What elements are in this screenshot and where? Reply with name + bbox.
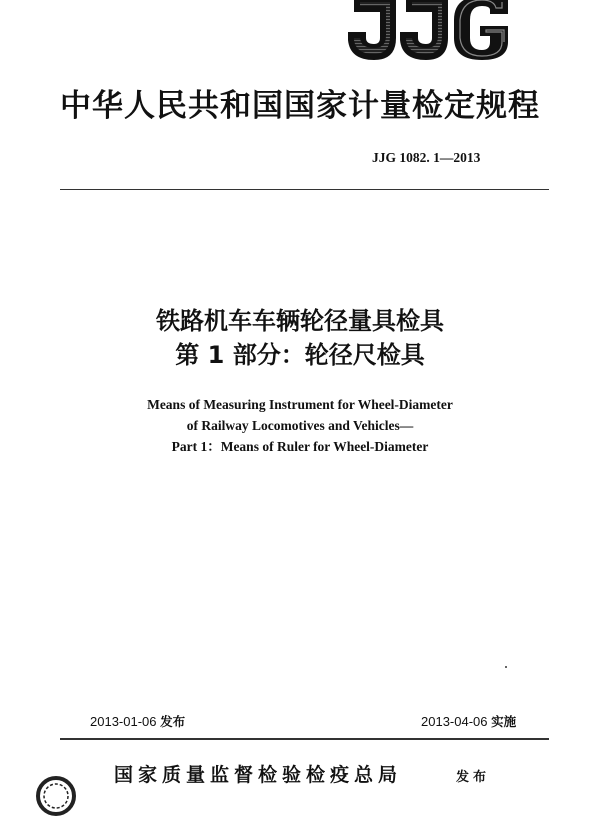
implementation-date-label: 实施 xyxy=(491,714,517,729)
seal-graphic xyxy=(36,776,76,816)
chinese-title-line-1: 铁路机车车辆轮径量具检具 xyxy=(156,307,444,335)
english-title-line-2: of Railway Locomotives and Vehicles— xyxy=(186,418,414,433)
top-divider xyxy=(60,189,549,190)
jjg-logo-icon xyxy=(344,0,512,62)
issue-date-label: 发布 xyxy=(160,714,186,729)
implementation-date xyxy=(421,712,516,730)
scan-speck xyxy=(505,666,507,668)
chinese-title-line-2: 第 1 部分：轮径尺检具 xyxy=(175,341,425,369)
jjg-logo-graphic xyxy=(344,0,512,62)
bottom-divider xyxy=(60,738,549,740)
publisher-suffix: 发布 xyxy=(456,770,491,785)
english-title-line-1: Means of Measuring Instrument for Wheel-Diameter xyxy=(147,397,453,412)
english-title-line-3: Part 1：Means of Ruler for Wheel-Diameter xyxy=(171,439,429,454)
issue-date-value: 2013-01-06 xyxy=(90,714,157,729)
regulation-series-title: 中华人民共和国国家计量检定规程 xyxy=(60,88,540,124)
publisher-name: 国家质量监督检验检疫总局 xyxy=(114,764,403,786)
issue-date xyxy=(90,712,185,730)
standard-code: JJG 1082. 1—2013 xyxy=(372,150,481,165)
seal-icon xyxy=(36,776,76,816)
implementation-date-value: 2013-04-06 xyxy=(421,714,488,729)
